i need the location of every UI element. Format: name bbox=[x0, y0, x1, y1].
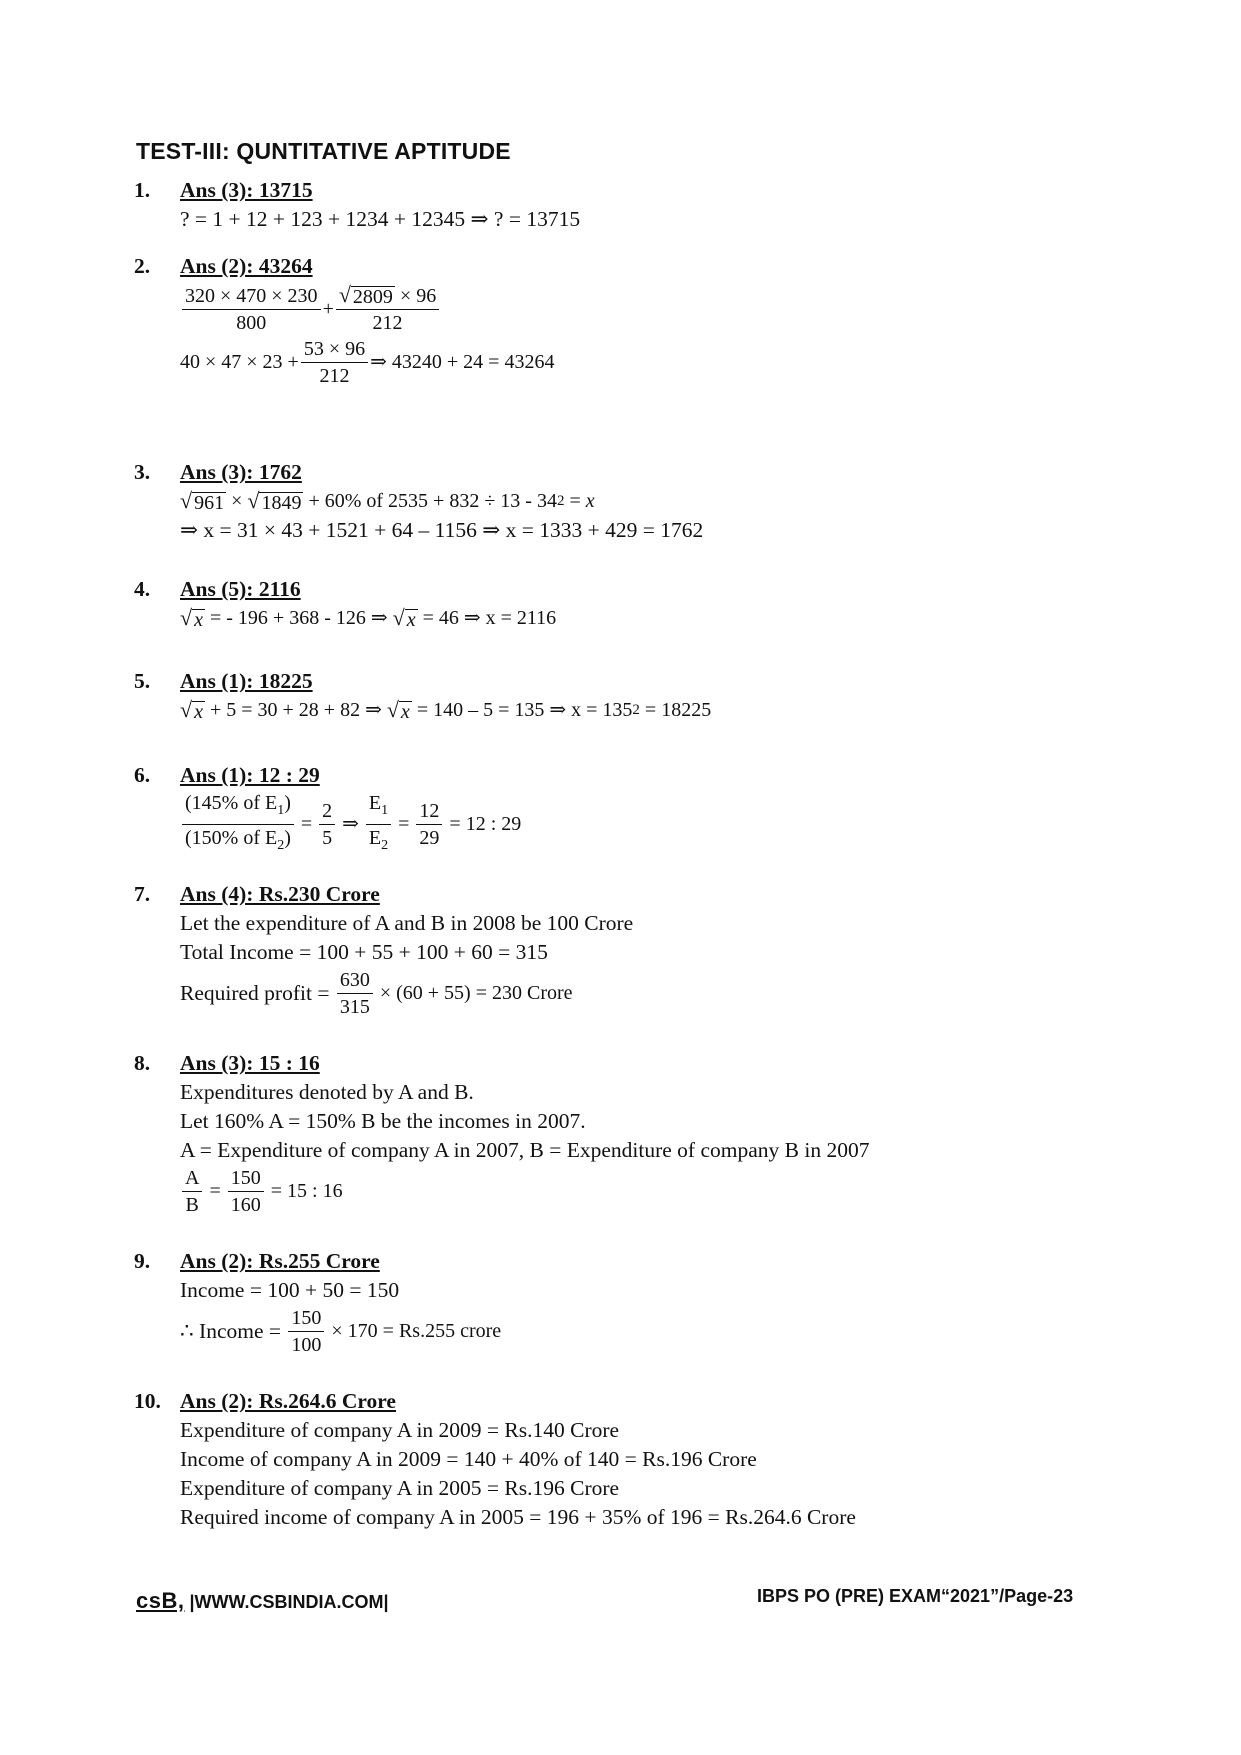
question-number: 5. bbox=[134, 669, 151, 693]
footer-brand bbox=[136, 1588, 389, 1614]
equation: $\frac{A}{B}$ = $\frac{150}{160}$ = 15 : 16 bbox=[180, 1165, 869, 1218]
square-root: √ 2809 bbox=[338, 282, 393, 308]
footer-website: |WWW.CSBINDIA.COM| bbox=[184, 1592, 389, 1612]
fraction: $\frac{2}{5}$ bbox=[319, 798, 335, 851]
square-root: √ x bbox=[386, 697, 410, 723]
solution-line: Total Income = 100 + 55 + 100 + 60 = 315 bbox=[180, 940, 548, 964]
solution-line: Income of company A in 2009 = 140 + 40% of 140 = Rs.196 Crore bbox=[180, 1447, 757, 1471]
question-number: 4. bbox=[134, 577, 151, 601]
fraction: $\frac{320 \times 470 \times 230}{800}$ bbox=[182, 283, 321, 336]
brand-logo: csB, bbox=[136, 1588, 185, 1613]
equation: √ 961 × √ 1849 + 60% of 2535 + 832 ÷ 13 - 34 2 = x bbox=[180, 488, 595, 514]
equation: $\frac{(145\% of E_1)}{(150\% of E_2)}$ = $\frac{2}{5}$ ⇒ $\frac{E_1}{E_2}$ = $\frac{12}{29}$ = 12 : 29 bbox=[180, 790, 521, 859]
question-number: 6. bbox=[134, 763, 151, 787]
fraction: $\frac{A}{B}$ bbox=[182, 1165, 202, 1218]
page-title: TEST-III: QUNTITATIVE APTITUDE bbox=[136, 138, 511, 164]
equation: √ x + 5 = 30 + 28 + 82 ⇒ √ x = 140 – 5 = 135 ⇒ x = 135 2 = 18225 bbox=[180, 697, 712, 723]
answer-label: Ans (3): 13715 bbox=[180, 178, 313, 202]
solution-line: Expenditure of company A in 2009 = Rs.140 Crore bbox=[180, 1418, 620, 1442]
square-root: √ x bbox=[180, 605, 203, 631]
fraction: $\frac{150}{160}$ bbox=[228, 1165, 264, 1218]
answer-label: Ans (2): 43264 bbox=[180, 254, 313, 278]
fraction: $\frac{E_1}{E_2}$ bbox=[366, 790, 391, 859]
footer-page-info: IBPS PO (PRE) EXAM“2021”/Page-23 bbox=[757, 1586, 1074, 1606]
equation: ∴ Income = $\frac{150}{100}$ × 170 = Rs.255 crore bbox=[180, 1307, 502, 1356]
fraction: $\frac{150}{100}$ bbox=[288, 1305, 324, 1358]
fraction: $\frac{(145\% of E_1)}{(150\% of E_2)}$ bbox=[182, 790, 294, 859]
answer-label: Ans (1): 12 : 29 bbox=[180, 763, 320, 787]
question-number: 9. bbox=[134, 1249, 151, 1273]
equation: Required profit = $\frac{630}{315}$ × (60 + 55) = 230 Crore bbox=[180, 969, 573, 1018]
question-number: 3. bbox=[134, 460, 151, 484]
solution-line: Let the expenditure of A and B in 2008 be 100 Crore bbox=[180, 911, 634, 935]
solution-line: A = Expenditure of company A in 2007, B = Expenditure of company B in 2007 bbox=[180, 1138, 870, 1162]
answer-label: Ans (2): Rs.264.6 Crore bbox=[180, 1389, 396, 1413]
square-root: √ 961 bbox=[180, 488, 225, 514]
answer-label: Ans (4): Rs.230 Crore bbox=[180, 882, 380, 906]
fraction: $\frac{630}{315}$ bbox=[337, 967, 373, 1020]
square-root: √ x bbox=[180, 697, 203, 723]
solution-line: ? = 1 + 12 + 123 + 1234 + 12345 ⇒ ? = 13715 bbox=[180, 207, 581, 231]
solution-line: Expenditures denoted by A and B. bbox=[180, 1080, 474, 1104]
solution-line: Income = 100 + 50 = 150 bbox=[180, 1278, 400, 1302]
question-number: 1. bbox=[134, 178, 151, 202]
fraction: √ 2809 × 96 212 bbox=[336, 283, 439, 336]
square-root: √ 1849 bbox=[247, 488, 302, 514]
fraction: $\frac{12}{29}$ bbox=[416, 798, 442, 851]
answer-label: Ans (1): 18225 bbox=[180, 669, 313, 693]
question-number: 8. bbox=[134, 1051, 151, 1075]
answer-label: Ans (3): 15 : 16 bbox=[180, 1051, 320, 1075]
fraction: $\frac{53 \times 96}{212}$ bbox=[301, 336, 368, 389]
answer-label: Ans (3): 1762 bbox=[180, 460, 302, 484]
equation: 40 × 47 × 23 + $\frac{53 \times 96}{212}$ ⇒ 43240 + 24 = 43264 bbox=[180, 338, 555, 387]
solution-line: ⇒ x = 31 × 43 + 1521 + 64 – 1156 ⇒ x = 1333 + 429 = 1762 bbox=[180, 518, 704, 542]
solution-line: Let 160% A = 150% B be the incomes in 2007. bbox=[180, 1109, 586, 1133]
question-number: 7. bbox=[134, 882, 151, 906]
answer-label: Ans (5): 2116 bbox=[180, 577, 301, 601]
solution-line: Expenditure of company A in 2005 = Rs.196 Crore bbox=[180, 1476, 620, 1500]
square-root: √ x bbox=[392, 605, 416, 631]
question-number: 2. bbox=[134, 254, 151, 278]
solution-line: Required income of company A in 2005 = 196 + 35% of 196 = Rs.264.6 Crore bbox=[180, 1505, 856, 1529]
equation: $\frac{320 \times 470 \times 230}{800}$ + √ 2809 × 96 212 bbox=[180, 283, 441, 336]
answer-label: Ans (2): Rs.255 Crore bbox=[180, 1249, 380, 1273]
question-number: 10. bbox=[134, 1389, 161, 1413]
equation: √ x = - 196 + 368 - 126 ⇒ √ x = 46 ⇒ x = 2116 bbox=[180, 605, 557, 631]
